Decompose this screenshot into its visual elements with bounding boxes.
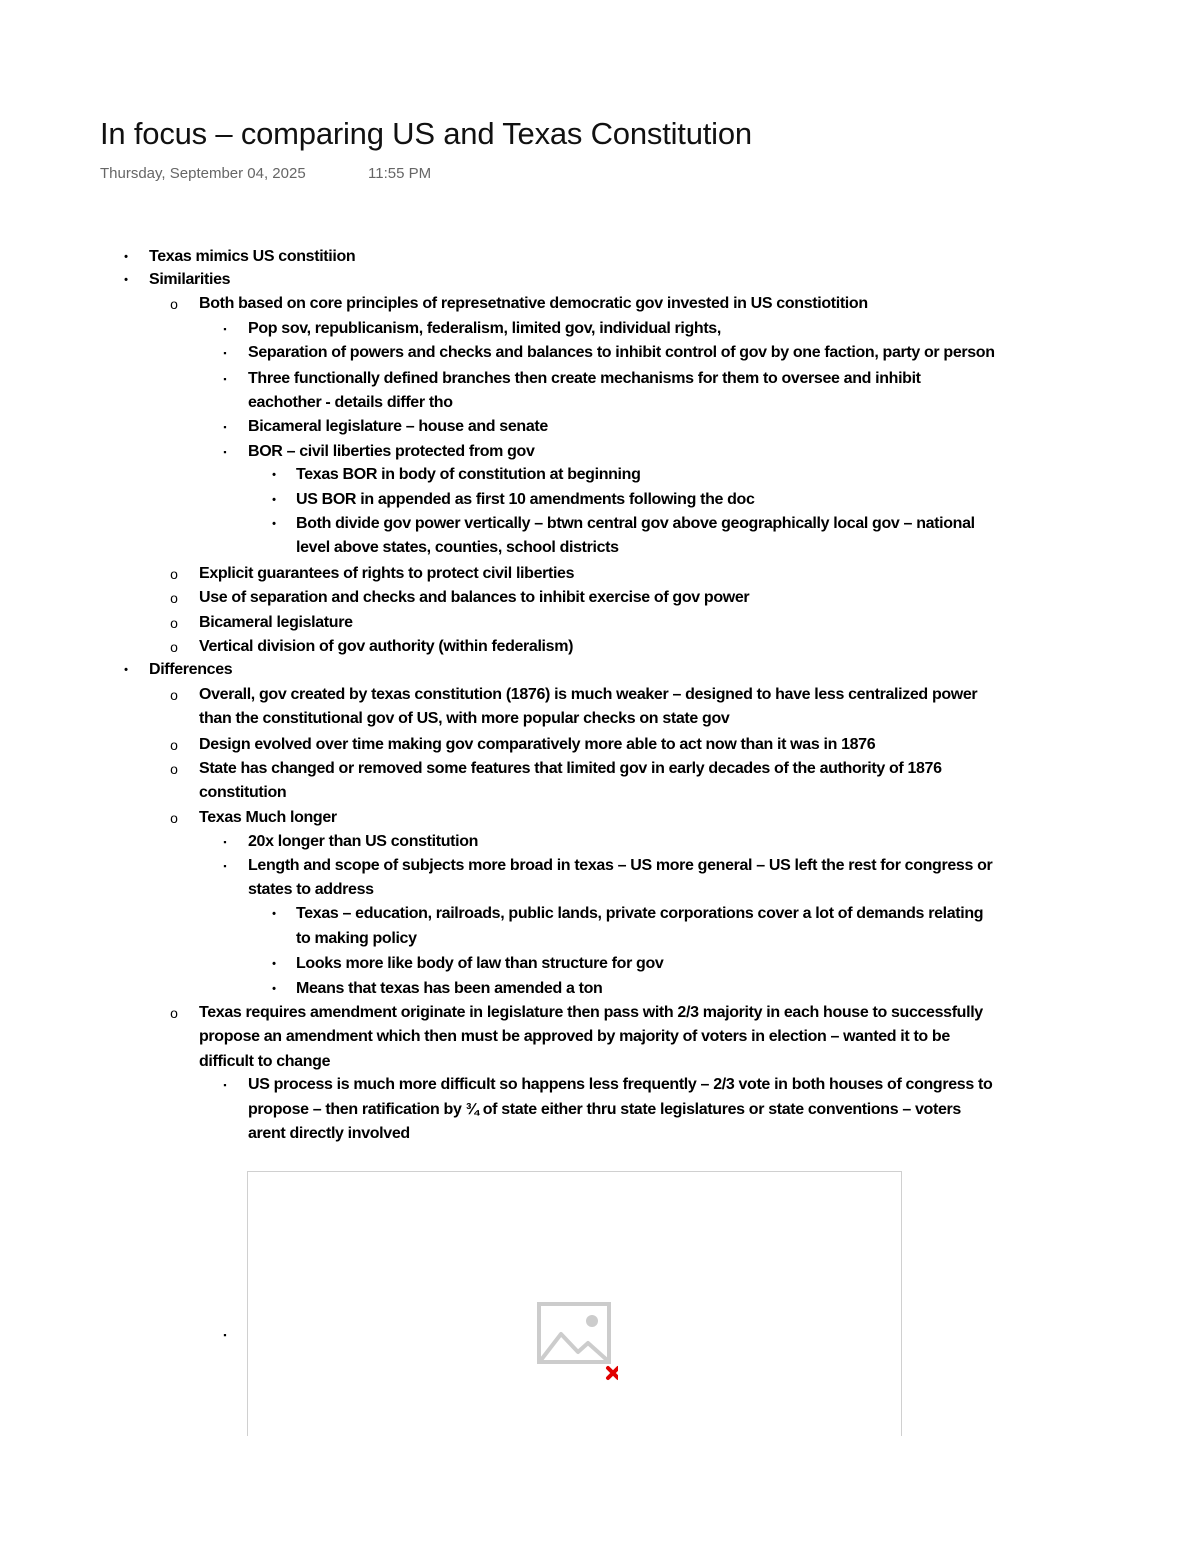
- outline-item: Texas requires amendment originate in legislature then pass with 2/3 majority in each house to successfully: [199, 1004, 983, 1021]
- bullet-dot: •: [272, 518, 276, 530]
- outline-item: Pop sov, republicanism, federalism, limited gov, individual rights,: [248, 320, 721, 337]
- outline-item: Separation of powers and checks and balances to inhibit control of gov by one faction, party or person: [248, 344, 995, 361]
- outline-item: Three functionally defined branches then create mechanisms for them to oversee and inhibit: [248, 370, 921, 387]
- outline-item: US BOR in appended as first 10 amendments following the doc: [296, 491, 755, 508]
- bullet-square: ▪: [223, 861, 227, 871]
- bullet-circle: o: [170, 761, 178, 777]
- outline-item: Explicit guarantees of rights to protect civil liberties: [199, 565, 575, 582]
- bullet-square: ▪: [223, 1080, 227, 1090]
- outline-item: Both divide gov power vertically – btwn central gov above geographically local gov – national: [296, 515, 975, 532]
- bullet-dot: •: [124, 274, 128, 286]
- outline-item: State has changed or removed some features that limited gov in early decades of the authority of 1876: [199, 760, 942, 777]
- outline-heading-differences: Differences: [149, 661, 233, 678]
- outline-item-continued: difficult to change: [199, 1053, 331, 1070]
- bullet-dot: •: [124, 664, 128, 676]
- bullet-square: ▪: [223, 422, 227, 432]
- page-date: Thursday, September 04, 2025: [100, 165, 306, 182]
- bullet-circle: o: [170, 566, 178, 582]
- bullet-circle: o: [170, 687, 178, 703]
- outline-item: Means that texas has been amended a ton: [296, 980, 603, 997]
- outline-item-continued: states to address: [248, 881, 374, 898]
- outline-item-continued: propose an amendment which then must be approved by majority of voters in election – wanted it to be: [199, 1028, 950, 1045]
- outline-item: Bicameral legislature – house and senate: [248, 418, 548, 435]
- outline-item: Use of separation and checks and balances to inhibit exercise of gov power: [199, 589, 750, 606]
- bullet-circle: o: [170, 639, 178, 655]
- bullet-dot: •: [272, 469, 276, 481]
- outline-item: US process is much more difficult so happens less frequently – 2/3 vote in both houses of congress to: [248, 1076, 993, 1093]
- outline-item: Texas Much longer: [199, 809, 337, 826]
- page-meta: [100, 165, 432, 182]
- bullet-dot: •: [124, 251, 128, 263]
- bullet-square: ▪: [223, 374, 227, 384]
- bullet-dot: •: [272, 908, 276, 920]
- bullet-dot: •: [272, 983, 276, 995]
- bullet-circle: o: [170, 810, 178, 826]
- error-x-icon: [608, 1368, 618, 1378]
- bullet-circle: o: [170, 615, 178, 631]
- outline-item: Both based on core principles of represetnative democratic gov invested in US constiotition: [199, 295, 868, 312]
- bullet-square: ▪: [223, 837, 227, 847]
- bullet-square: ▪: [223, 348, 227, 358]
- outline-item-continued: constitution: [199, 784, 287, 801]
- outline-item: Texas – education, railroads, public lands, private corporations cover a lot of demands relating: [296, 905, 984, 922]
- outline-item-continued: arent directly involved: [248, 1125, 410, 1142]
- bullet-circle: o: [170, 1005, 178, 1021]
- outline-item: BOR – civil liberties protected from gov: [248, 443, 535, 460]
- bullet-dot: •: [272, 958, 276, 970]
- page-title: In focus – comparing US and Texas Constitution: [100, 116, 752, 151]
- outline-item-continued: than the constitutional gov of US, with more popular checks on state gov: [199, 710, 730, 727]
- broken-image-icon: [536, 1302, 618, 1384]
- outline-item: Length and scope of subjects more broad in texas – US more general – US left the rest for congress or: [248, 857, 993, 874]
- outline-item: Bicameral legislature: [199, 614, 353, 631]
- bullet-square: ▪: [223, 447, 227, 457]
- outline-item: Design evolved over time making gov comparatively more able to act now than it was in 1876: [199, 736, 876, 753]
- outline-item-continued: level above states, counties, school districts: [296, 539, 619, 556]
- outline-item: 20x longer than US constitution: [248, 833, 479, 850]
- outline-item-continued: to making policy: [296, 930, 417, 947]
- outline-item: Overall, gov created by texas constitution (1876) is much weaker – designed to have less centralized power: [199, 686, 978, 703]
- outline-item-continued: eachother - details differ tho: [248, 394, 453, 411]
- bullet-circle: o: [170, 737, 178, 753]
- outline-item-continued: propose – then ratification by ¾ of state either thru state legislatures or state conventions – voters: [248, 1101, 961, 1118]
- bullet-circle: o: [170, 296, 178, 312]
- bullet-square: ▪: [223, 324, 227, 334]
- outline-item: Looks more like body of law than structure for gov: [296, 955, 664, 972]
- outline-item: Texas BOR in body of constitution at beginning: [296, 466, 641, 483]
- outline-item: Vertical division of gov authority (within federalism): [199, 638, 574, 655]
- page-time: 11:55 PM: [368, 165, 432, 182]
- outline-heading-similarities: Similarities: [149, 271, 231, 288]
- outline-item: Texas mimics US constitiion: [149, 248, 356, 265]
- bullet-square: ▪: [223, 1330, 227, 1340]
- bullet-circle: o: [170, 590, 178, 606]
- bullet-dot: •: [272, 494, 276, 506]
